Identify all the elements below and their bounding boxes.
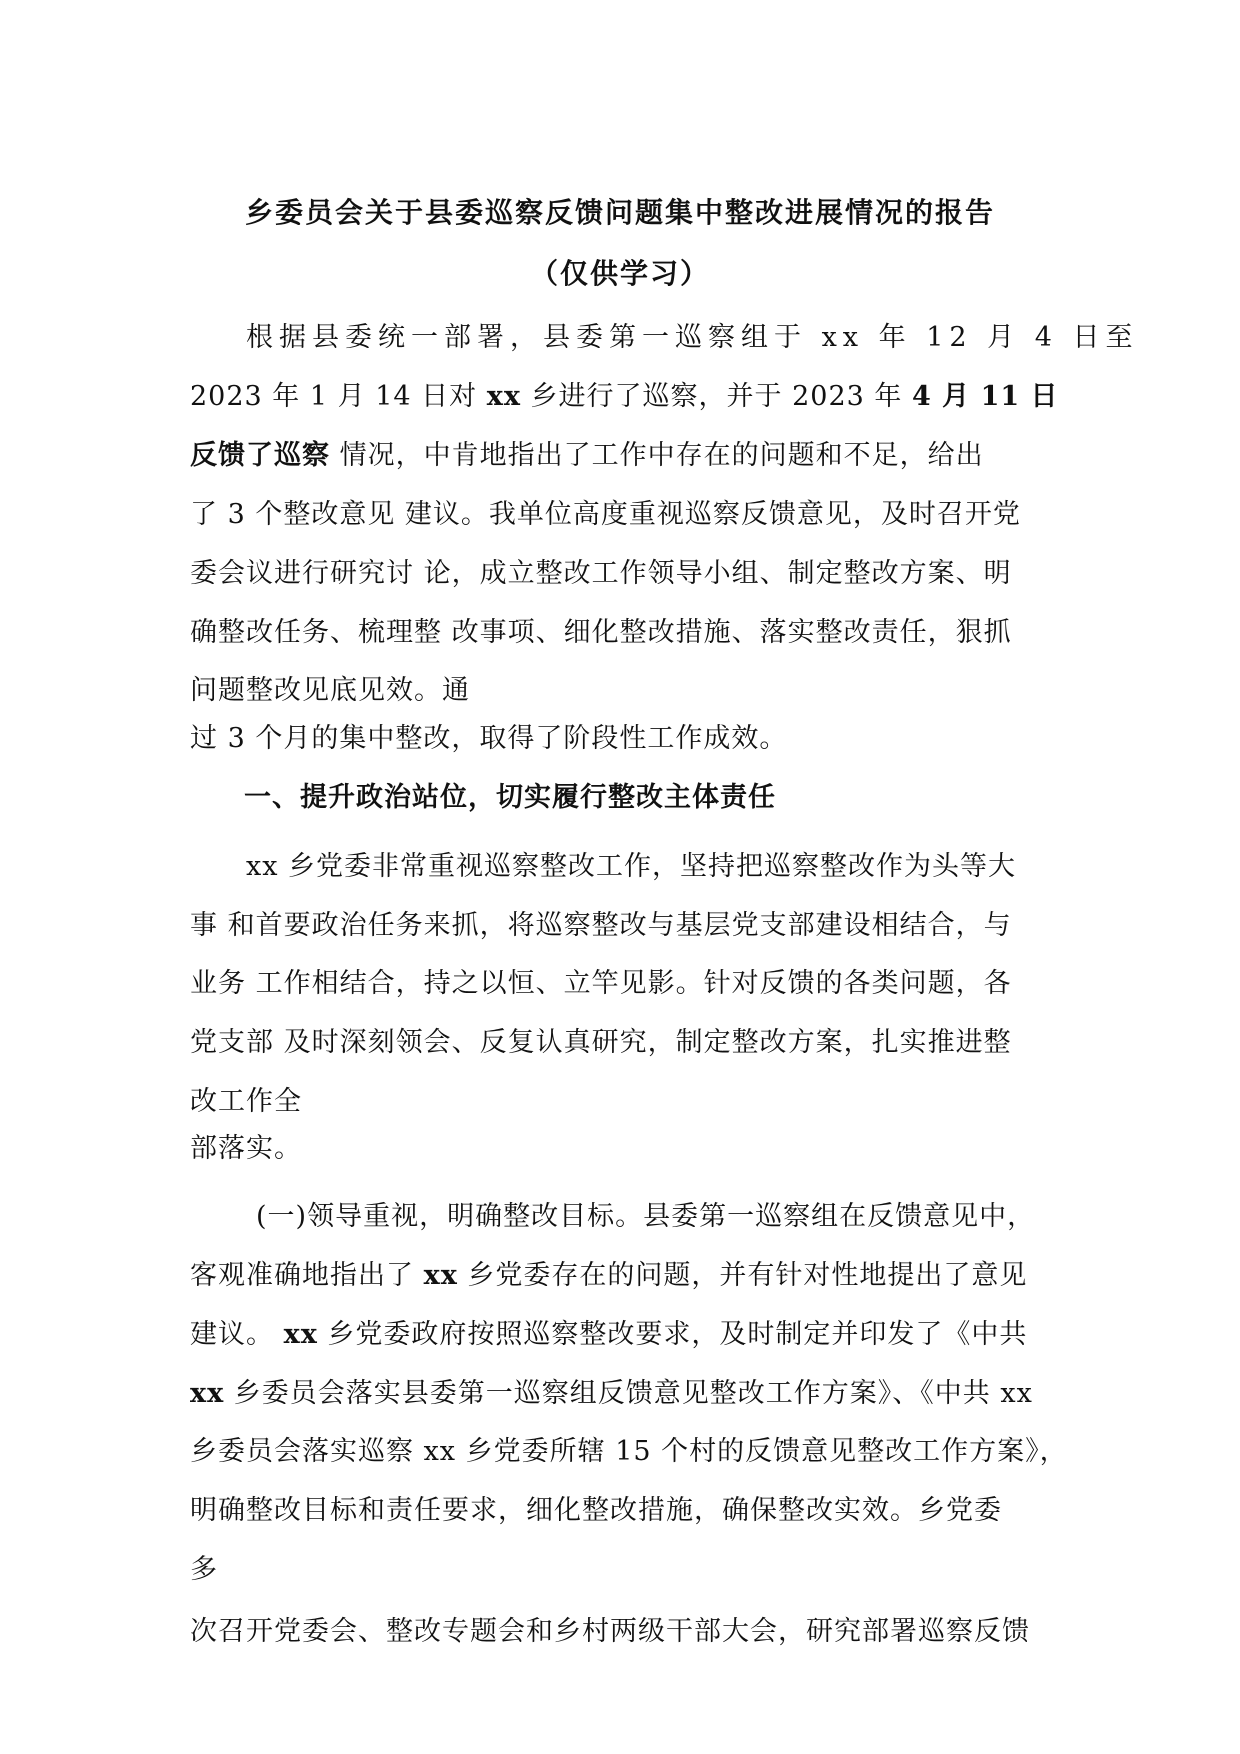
document-subtitle: （仅供学习） (529, 257, 710, 290)
sub-1-line-4 (190, 1374, 1033, 1414)
section-1-line-5: 改工作全 (190, 1086, 302, 1117)
section-1-heading: 一、提升政治站位，切实履行整改主体责任 (244, 782, 776, 813)
intro-line-5: 委会议进行研究讨 论，成立整改工作领导小组、制定整改方案、明 (190, 558, 1012, 589)
intro-bold: xx (486, 381, 521, 412)
sub-1-text: 乡党委存在的问题，并有针对性地提出了意见 (457, 1260, 1028, 1291)
sub-1-line-3 (190, 1315, 1027, 1355)
intro-text: 乡进行了巡察，并于 2023 年 (520, 381, 912, 412)
intro-line-4: 了 3 个整改意见 建议。我单位高度重视巡察反馈意见，及时召开党 (190, 499, 1021, 530)
sub-1-text: 乡委员会落实县委第一巡察组反馈意见整改工作方案》、《中共 xx (224, 1378, 1033, 1409)
intro-line-2 (190, 377, 1059, 417)
intro-bold: 反馈了巡察 (190, 440, 330, 471)
intro-line-7: 问题整改见底见效。通 (190, 675, 470, 706)
intro-text: 2023 年 1 月 14 日对 (190, 381, 487, 412)
sub-1-line-2 (190, 1256, 1027, 1296)
section-1-line-6: 部落实。 (190, 1133, 302, 1164)
sub-1-line-1: (一)领导重视，明确整改目标。县委第一巡察组在反馈意见中， (256, 1201, 1036, 1232)
sub-1-line-8: 次召开党委会、整改专题会和乡村两级干部大会，研究部署巡察反馈 (190, 1616, 1030, 1647)
sub-1-text: 乡党委政府按照巡察整改要求，及时制定并印发了《中共 (317, 1319, 1028, 1350)
intro-line-3 (190, 436, 984, 476)
document-title: 乡委员会关于县委巡察反馈问题集中整改进展情况的报告 (244, 196, 995, 229)
sub-1-bold: xx (423, 1260, 458, 1291)
intro-line-1: 根据县委统一部署，县委第一巡察组于 xx 年 12 月 4 日至 (246, 322, 1139, 353)
sub-1-line-5: 乡委员会落实巡察 xx 乡党委所辖 15 个村的反馈意见整改工作方案》， (190, 1436, 1068, 1467)
section-1-line-2: 事 和首要政治任务来抓，将巡察整改与基层党支部建设相结合，与 (190, 910, 1012, 941)
sub-1-bold: xx (190, 1378, 225, 1409)
sub-1-text: 客观准确地指出了 (190, 1260, 424, 1291)
intro-line-8: 过 3 个月的集中整改，取得了阶段性工作成效。 (190, 723, 788, 754)
intro-bold-date: 4 月 11 日 (912, 381, 1059, 412)
section-1-line-1: xx 乡党委非常重视巡察整改工作，坚持把巡察整改作为头等大 (246, 851, 1017, 882)
sub-1-line-6: 明确整改目标和责任要求，细化整改措施，确保整改实效。乡党委 (190, 1495, 1002, 1526)
section-1-line-4: 党支部 及时深刻领会、反复认真研究，制定整改方案，扎实推进整 (190, 1027, 1012, 1058)
intro-line-6: 确整改任务、梳理整 改事项、细化整改措施、落实整改责任，狠抓 (190, 617, 1012, 648)
section-1-line-3: 业务 工作相结合，持之以恒、立竿见影。针对反馈的各类问题，各 (190, 968, 1012, 999)
sub-1-text: 建议。 (190, 1319, 284, 1350)
intro-text: 情况，中肯地指出了工作中存在的问题和不足，给出 (330, 440, 984, 471)
sub-1-bold: xx (283, 1319, 318, 1350)
sub-1-line-7: 多 (190, 1554, 218, 1585)
